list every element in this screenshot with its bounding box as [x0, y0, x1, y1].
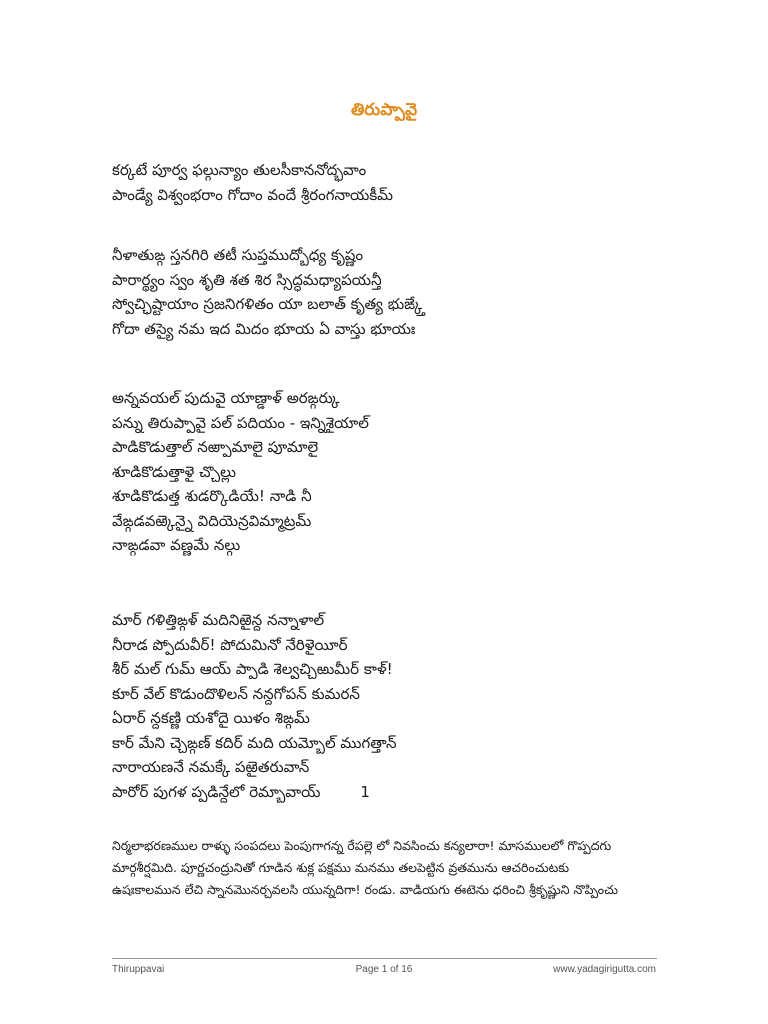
footer-page-number: Page 1 of 16 — [355, 964, 413, 975]
verse-line: మార్ గళిత్తిఙ్గళ్ మదినిఱైన్ద నన్నాళాల్ — [112, 611, 325, 629]
verse-line: వేఙ్గడవఱ్కెన్నై విదియెన్రవిమ్మాట్రమ్ — [112, 511, 312, 530]
verse-line-last — [112, 780, 692, 805]
verse-line: స్వోచ్ఛిష్టాయాం స్రజనిగళితం యా బలాత్ కృత్య భుఙ్క్తే — [112, 295, 426, 313]
footer-divider — [112, 958, 657, 959]
verse-line: కర్కటే పూర్వ ఫల్గున్యాం తులసీకాననోద్భవాం — [112, 161, 367, 179]
meaning-line: నిర్మలాభరణముల రాళ్ళు సంపదలు పెంపుగాగన్న రేపల్లె లో నివసించు కన్యలారా! మాసములలో గొప్పదగు — [112, 838, 612, 853]
verse-line: పాడికొడుత్తాల్ నఱ్పామాలై పూమాలై — [112, 438, 319, 456]
verse-line: ఏరార్ న్దకణ్ణి యశోదై యిళం శిఙ్గమ్ — [112, 709, 310, 727]
verse-line: నారాయణనే నమక్కే పఱైతరువాన్ — [112, 758, 310, 776]
verse-line: నీరాడ ప్పోదువీర్! పోదుమినో నేరిళైయీర్ — [112, 635, 348, 654]
verse-line: గోదా తస్యై నమ ఇద మిదం భూయ ఏ వాస్తు భూయః — [112, 319, 416, 338]
taniyan-pasuram — [112, 386, 692, 558]
meaning-paragraph — [112, 835, 672, 901]
verse-line: పారార్థ్యం స్వం శృతి శత శిర స్సిద్ధమధ్యాపయన్తీ — [112, 270, 382, 289]
verse-line: అన్నవయల్ పుదువై యాణ్డాళ్ అరఙ్గర్కు — [112, 389, 340, 407]
verse-number: 1 — [360, 782, 370, 801]
meaning-line: మార్గశీర్షమిది. పూర్ణచంద్రునితో గూడిన శుక్ల పక్షము మనము తలపెట్టిన వ్రతమును ఆచరించుటకు — [112, 860, 570, 875]
footer-document-name: Thiruppavai — [112, 964, 165, 975]
verse-line: పాండ్యే విశ్వంభరాం గోదాం వందే శ్రీరంగనాయకీమ్ — [112, 185, 394, 204]
page-title: తిరుప్పావై — [350, 100, 418, 120]
footer-website: www.yadagirigutta.com — [553, 964, 656, 975]
verse-line: కూర్ వేల్ కొడుందొళిలన్ నన్దగోపన్ కుమరన్ — [112, 684, 360, 703]
verse-line: శీర్ మల్ గుమ్ ఆయ్ ప్పాడి శెల్వచ్చిఱుమీర్ కాళ్! — [112, 660, 393, 678]
verse-line: శూడికొడుత్త శుడర్కొడియే! నాడి నీ — [112, 487, 312, 505]
taniyan-sloka-2 — [112, 243, 692, 341]
meaning-line: ఉషఃకాలమున లేచి స్నానమొనర్చవలసి యున్నదిగా! రండు. వాడియగు ఈటెను ధరించి శ్రీకృష్ణుని నొప్పించు — [112, 882, 618, 897]
taniyan-sloka-1 — [112, 158, 692, 207]
verse-line: నాఙ్గడవా వణ్ణమే నల్గు — [112, 536, 241, 554]
verse-line: నీళాతుఙ్గ స్తనగిరి తటీ సుప్తముద్బోధ్య కృష్ణం — [112, 246, 364, 264]
verse-line: కార్ మేని చ్చెఙ్గణ్ కదిర్ మది యమ్బోల్ ముగత్తాన్ — [112, 733, 397, 752]
verse-line-text: పారోర్ పుగళ ప్పడిన్దేలో రెమ్బావాయ్ — [112, 782, 321, 801]
pasuram-1 — [112, 608, 692, 804]
verse-line: పన్ను తిరుప్పావై పల్ పదియం - ఇన్నిశైయాల్ — [112, 413, 369, 432]
verse-line: శూడికొడుత్తాళై చ్చొల్లు — [112, 462, 236, 481]
